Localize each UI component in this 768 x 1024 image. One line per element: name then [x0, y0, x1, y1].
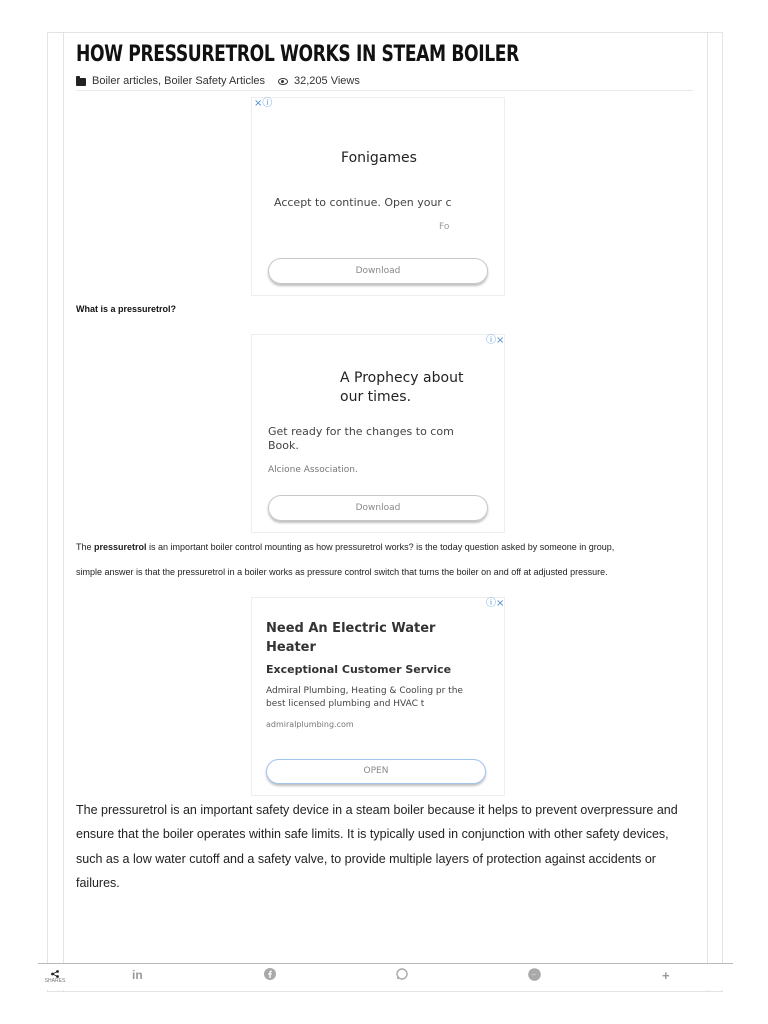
ad-download-button[interactable]: Download: [268, 495, 488, 521]
ad-source: admiralplumbing.com: [266, 720, 354, 729]
ad-fonigames[interactable]: [251, 97, 505, 296]
ad-subheading: Exceptional Customer Service: [266, 663, 452, 676]
ad-heading: Need An Electric Water Heater: [266, 621, 436, 655]
share-count[interactable]: [38, 970, 72, 984]
intro-paragraph: [76, 542, 696, 552]
ad-body: Admiral Plumbing, Heating & Cooling pr the best licensed plumbing and HVAC t: [266, 686, 463, 709]
text: is an important boiler control mounting as how pressuretrol works? is the today question asked by someone in group,: [146, 542, 615, 552]
ad-heading: A Prophecy about our times.: [340, 370, 464, 405]
facebook-icon[interactable]: [264, 968, 276, 983]
share-bar: [38, 963, 733, 990]
shares-label: SHARES: [44, 978, 66, 984]
eye-icon: [278, 78, 288, 85]
ad-water-heater[interactable]: [251, 597, 505, 796]
ad-source: Fo: [439, 222, 450, 232]
ad-close-icon[interactable]: ⓘ×: [486, 335, 505, 346]
safety-paragraph: The pressuretrol is an important safety device in a steam boiler because it helps to prevent overpressure and ensure that the boiler operates within safe limits. It is typically used in conjunction with other safety devices, such as a low water cutoff and a safety valve, to provide multiple layers of protection against accidents or failures.: [76, 803, 678, 890]
ad-body: Accept to continue. Open your c: [274, 196, 452, 209]
text: The: [76, 542, 95, 552]
share-icon: [51, 970, 59, 978]
ad-content: [252, 598, 463, 795]
ad-open-button[interactable]: OPEN: [266, 759, 486, 784]
ad-content: [252, 335, 464, 532]
messenger-icon[interactable]: [528, 968, 541, 984]
view-count: 32,205 Views: [294, 75, 360, 87]
ad-prophecy[interactable]: [251, 334, 505, 533]
section-question: What is a pressuretrol?: [76, 304, 177, 314]
folder-icon: [76, 78, 86, 86]
linkedin-icon[interactable]: in: [132, 968, 143, 982]
more-share-icon[interactable]: +: [662, 968, 670, 983]
article-title: HOW PRESSURETROL WORKS IN STEAM BOILER: [76, 42, 519, 67]
whatsapp-icon[interactable]: [396, 968, 408, 983]
article-meta: [76, 72, 693, 91]
category-links[interactable]: Boiler articles, Boiler Safety Articles: [92, 75, 266, 87]
ad-source: Alcione Association.: [268, 465, 358, 475]
ad-body: Get ready for the changes to com Book.: [268, 425, 454, 452]
ad-close-icon[interactable]: ×ⓘ: [254, 98, 273, 109]
ad-heading: Fonigames: [341, 150, 417, 166]
ad-download-button[interactable]: Download: [268, 258, 488, 284]
answer-paragraph: simple answer is that the pressuretrol in a boiler works as pressure control switch that turns the boiler on and off at adjusted pressure.: [76, 567, 608, 577]
ad-content: [252, 98, 450, 295]
bold-term: pressuretrol: [94, 542, 147, 552]
ad-close-icon[interactable]: ⓘ×: [486, 598, 505, 609]
